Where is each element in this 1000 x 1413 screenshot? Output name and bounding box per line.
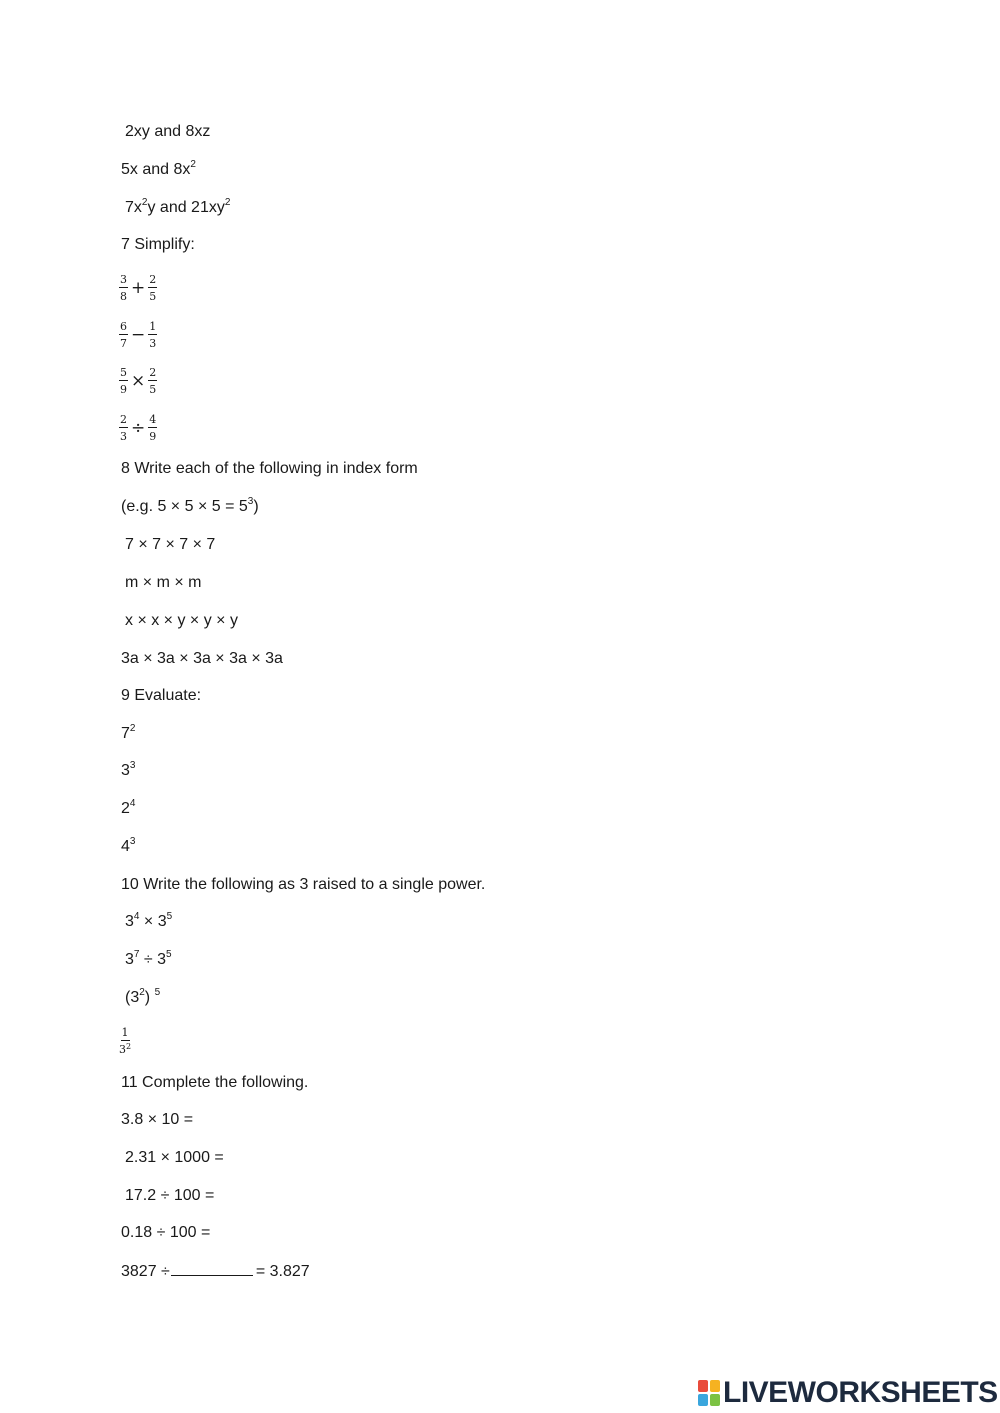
fraction-expr-4: $\frac{2}{3}$ ÷ $\frac{4}{9}$ bbox=[120, 413, 157, 443]
expr-mxmxm: m × m × m bbox=[125, 574, 202, 591]
question-7-heading: 7 Simplify: bbox=[121, 236, 195, 253]
expr-3a-product: 3a × 3a × 3a × 3a × 3a bbox=[121, 650, 283, 667]
question-11-heading: 11 Complete the following. bbox=[121, 1074, 309, 1091]
expr-3827-blank: 3827 ÷ = 3.827 bbox=[121, 1263, 310, 1280]
expr-2.31x1000: 2.31 × 1000 = bbox=[125, 1149, 224, 1166]
liveworksheets-logo bbox=[698, 1378, 998, 1408]
expr-17.2div100: 17.2 ÷ 100 = bbox=[125, 1187, 215, 1204]
expr-3-2-power-5: $(3^2)$ $^5$ bbox=[125, 987, 161, 1006]
liveworksheets-logo-icon bbox=[698, 1380, 720, 1406]
fraction-expr-3: $\frac{5}{9}$ × $\frac{2}{5}$ bbox=[120, 366, 157, 396]
expr-xxyyy: x × x × y × y × y bbox=[125, 612, 238, 629]
expr-3-4-times-3-5: $3^4 \times 3^5$ bbox=[125, 911, 173, 930]
expr-7x2y-21xy2: $7x^2y$ and $21xy^2$ bbox=[125, 197, 231, 216]
question-8-heading: 8 Write each of the following in index form bbox=[121, 460, 418, 477]
expr-3-7-div-3-5: $3^7 \div 3^5$ bbox=[125, 949, 172, 968]
question-10-heading: 10 Write the following as 3 raised to a single power. bbox=[121, 876, 486, 893]
power-3-3: $3^3$ bbox=[121, 760, 136, 779]
fraction-expr-1: $\frac{3}{8}$ + $\frac{2}{5}$ bbox=[120, 273, 157, 303]
expr-7x7x7x7: 7 × 7 × 7 × 7 bbox=[125, 536, 216, 553]
question-8-example: (e.g. $5 \times 5 \times 5 = 5^3$) bbox=[121, 496, 259, 515]
answer-blank[interactable] bbox=[171, 1261, 253, 1276]
expr-5x-8x2: 5x and $8x^2$ bbox=[121, 159, 196, 178]
liveworksheets-wordmark: LIVEWORKSHEETS bbox=[723, 1376, 998, 1409]
fraction-expr-2: $\frac{6}{7}$ − $\frac{1}{3}$ bbox=[120, 320, 157, 350]
power-2-4: $2^4$ bbox=[121, 798, 136, 817]
power-7-2: $7^2$ bbox=[121, 723, 136, 742]
power-4-3: $4^3$ bbox=[121, 836, 136, 855]
expr-0.18div100: 0.18 ÷ 100 = bbox=[121, 1224, 211, 1241]
expr-3.8x10: 3.8 × 10 = bbox=[121, 1111, 194, 1128]
fraction-1-over-3-squared: $\frac{1}{3^2}$ bbox=[119, 1026, 132, 1056]
expr-2xy-8xz: 2xy and 8xz bbox=[125, 123, 211, 140]
question-9-heading: 9 Evaluate: bbox=[121, 687, 202, 704]
